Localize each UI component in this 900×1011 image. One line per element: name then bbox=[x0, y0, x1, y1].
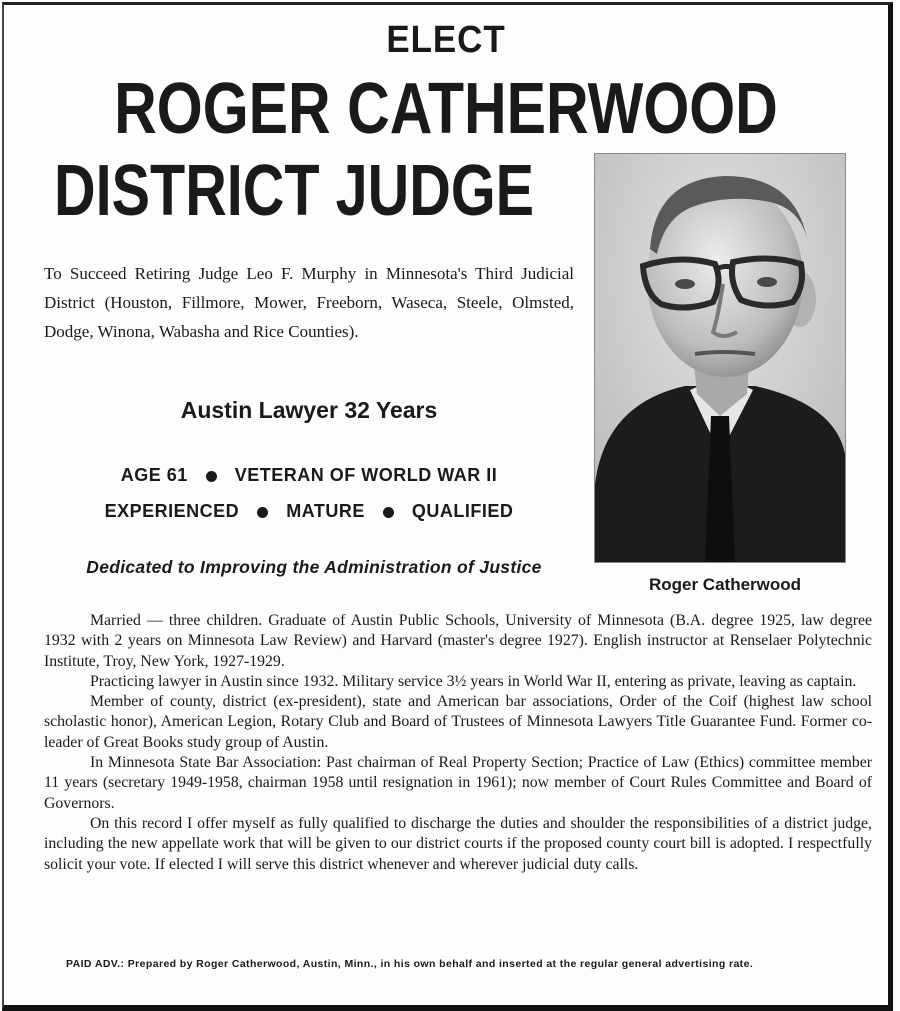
bio-paragraph-memberships: Member of county, district (ex-president), state and American bar associations, Order of the Coif (highest law school scholastic honor), American Legion, Rotary Club and Board of Trustees of Minnesota Lawyers Title Guarantee Fund. Former co-leader of Great Books study group of Austin. bbox=[44, 693, 872, 751]
advertisement-frame bbox=[2, 2, 893, 1011]
bio-paragraph-practice: Practicing lawyer in Austin since 1932. Military service 3½ years in World War II, entering as private, leaving as captain. bbox=[90, 672, 857, 690]
quality-experienced: EXPERIENCED bbox=[104, 501, 240, 521]
qualities-row-1 bbox=[44, 465, 574, 486]
succeed-statement: To Succeed Retiring Judge Leo F. Murphy in Minnesota's Third Judicial District (Houston, Fillmore, Mower, Freeborn, Waseca, Steele, Olmsted, Dodge, Winona, Wabasha and Rice Counties). bbox=[44, 264, 574, 341]
bullet-icon bbox=[257, 507, 268, 518]
quality-mature: MATURE bbox=[286, 501, 365, 521]
quality-age: AGE 61 bbox=[120, 465, 188, 485]
tagline: Austin Lawyer 32 Years bbox=[180, 397, 438, 423]
bio-paragraph-bar-association: In Minnesota State Bar Association: Past chairman of Real Property Section; Practice of Law (Ethics) committee member 11 years (secretary 1949-1958, chairman 1958 until resignation in 1961); now member of Court Rules Committee and Board of Governors. bbox=[44, 754, 872, 812]
paid-advertisement-notice: PAID ADV.: Prepared by Roger Catherwood, Austin, Minn., in his own behalf and inserted at the regular general advertising rate. bbox=[66, 958, 754, 970]
bio-paragraph-appeal: On this record I offer myself as fully qualified to discharge the duties and shoulder the responsibilities of a district judge, including the new appellate work that will be given to our district courts if the proposed county court bill is adopted. I respectfully solicit your vote. If elected I will serve this district whenever and wherever judicial duty calls. bbox=[44, 814, 872, 873]
qualities-row-2 bbox=[44, 501, 574, 522]
bio-paragraph-family-education: Married — three children. Graduate of Austin Public Schools, University of Minnesota (B.A. degree 1925, law degree 1932 with 2 years on Minnesota Law Review) and Harvard (master's degree 1927). English instructor at Renselaer Polytechnic Institute, Troy, New York, 1927-1929. bbox=[44, 612, 872, 670]
quality-veteran: VETERAN OF WORLD WAR II bbox=[234, 465, 498, 485]
office-title: DISTRICT JUDGE bbox=[54, 151, 535, 231]
elect-heading: ELECT bbox=[386, 19, 506, 61]
dedication-line: Dedicated to Improving the Administration of Justice bbox=[86, 557, 542, 577]
biography bbox=[44, 611, 872, 875]
quality-qualified: QUALIFIED bbox=[411, 501, 514, 521]
portrait-caption: Roger Catherwood bbox=[648, 575, 802, 594]
candidate-portrait bbox=[594, 153, 846, 563]
bullet-icon bbox=[206, 471, 217, 482]
candidate-name: ROGER CATHERWOOD bbox=[114, 69, 778, 149]
bullet-icon bbox=[383, 507, 394, 518]
portrait-illustration bbox=[595, 154, 845, 562]
